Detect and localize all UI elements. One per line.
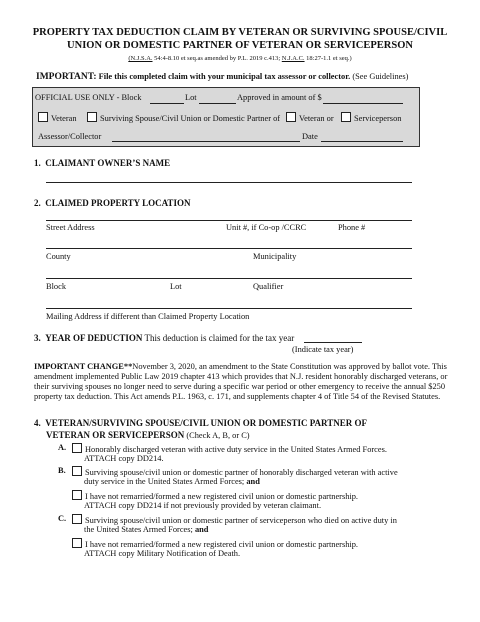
block-lot-qualifier-field[interactable] [46, 278, 412, 279]
option-b-label: B. [58, 466, 66, 475]
important-change-paragraph: IMPORTANT CHANGE**November 3, 2020, an amendment to the State Constitution was approved by ballot vote. This amendment implemented Public Law 2019 chapter 413 which provides that N.J. resident honorably discharged veterans, or their surviving spouses no longer need to serve during a specific war period or other emergency to receive the annual $250 property tax deduction. This Act amends P.L. 1963, c. 171, and supplements chapter 4 of Title 54 of the Revised Statutes. [34, 362, 448, 401]
option-a-text: Honorably discharged veteran with active duty service in the United States Armed Forces. [72, 443, 387, 455]
option-c-remarry-checkbox[interactable] [72, 538, 82, 548]
section2-heading: 2. CLAIMED PROPERTY LOCATION [34, 198, 191, 208]
form-title-line1: PROPERTY TAX DEDUCTION CLAIM BY VETERAN OR SURVIVING SPOUSE/CIVIL [32, 27, 448, 38]
county-label: County [46, 252, 71, 261]
official-surviving-checkbox[interactable] [87, 112, 97, 122]
official-approved-field[interactable] [323, 103, 403, 104]
mailing-address-field[interactable] [46, 308, 412, 309]
option-a-label: A. [58, 443, 67, 452]
street-address-field[interactable] [46, 220, 412, 221]
official-block-label: OFFICIAL USE ONLY - Block [35, 93, 142, 102]
official-lot-label: Lot [185, 93, 197, 102]
section1-heading: 1. CLAIMANT OWNER’S NAME [34, 158, 171, 168]
tax-year-hint: (Indicate tax year) [292, 345, 354, 354]
form-title-line2: UNION OR DOMESTIC PARTNER OF VETERAN OR SERVICEPERSON [67, 40, 413, 51]
qualifier-label: Qualifier [253, 282, 284, 291]
option-a-checkbox[interactable] [72, 443, 82, 453]
official-serviceperson-option: Serviceperson [341, 112, 401, 124]
option-c-label: C. [58, 514, 67, 523]
street-address-label: Street Address [46, 223, 95, 232]
claimant-name-field[interactable] [46, 182, 412, 183]
important-notice: IMPORTANT: File this completed claim with your municipal tax assessor or collector. (See Guidelines) [36, 72, 409, 82]
option-c-text2: the United States Armed Forces; and [84, 525, 209, 534]
section4-heading-line2: VETERAN OR SERVICEPERSON (Check A, B, or C) [46, 430, 250, 440]
lot-label: Lot [170, 282, 182, 291]
block-label: Block [46, 282, 67, 291]
option-b-checkbox[interactable] [72, 466, 82, 476]
option-c-text: Surviving spouse/civil union or domestic partner of serviceperson who died on active duty in [72, 514, 397, 526]
option-b-text2: duty service in the United States Armed Forces; and [84, 477, 260, 486]
official-veteran-or-option: Veteran or [286, 112, 334, 124]
official-serviceperson-checkbox[interactable] [341, 112, 351, 122]
official-type-row: Veteran [38, 112, 77, 124]
official-date-label: Date [302, 132, 318, 141]
county-municipality-field[interactable] [46, 248, 412, 249]
option-b-remarry: I have not remarried/formed a new registered civil union or domestic partnership. [72, 490, 358, 502]
section3-heading: 3. YEAR OF DEDUCTION This deduction is claimed for the tax year [34, 333, 295, 343]
official-lot-field[interactable] [199, 103, 236, 104]
official-assessor-field[interactable] [112, 141, 300, 142]
option-c-attach: ATTACH copy Military Notification of Death. [84, 549, 241, 558]
statute-citation: (N.J.S.A. 54:4-8.10 et seq.as amended by P.L. 2019 c.413; N.J.A.C. 18:27-1.1 et seq.) [128, 55, 352, 62]
official-date-field[interactable] [321, 141, 403, 142]
official-veteran-or-checkbox[interactable] [286, 112, 296, 122]
official-approved-label: Approved in amount of $ [237, 93, 322, 102]
mailing-address-label: Mailing Address if different than Claimed Property Location [46, 312, 250, 321]
option-c-checkbox[interactable] [72, 514, 82, 524]
option-b-text: Surviving spouse/civil union or domestic partner of honorably discharged veteran with active [72, 466, 398, 478]
option-a-attach: ATTACH copy DD214. [84, 454, 164, 463]
section4-heading-line1: 4. VETERAN/SURVIVING SPOUSE/CIVIL UNION OR DOMESTIC PARTNER OF [34, 418, 367, 428]
official-assessor-label: Assessor/Collector [38, 132, 102, 141]
tax-year-field[interactable] [304, 342, 362, 343]
municipality-label: Municipality [253, 252, 297, 261]
unit-label: Unit #, if Co-op /CCRC [226, 223, 307, 232]
option-b-attach: ATTACH copy DD214 if not previously provided by veteran claimant. [84, 501, 322, 510]
option-b-remarry-checkbox[interactable] [72, 490, 82, 500]
phone-label: Phone # [338, 223, 366, 232]
official-block-field[interactable] [150, 103, 184, 104]
official-surviving-option: Surviving Spouse/Civil Union or Domestic Partner of [87, 112, 280, 124]
official-veteran-checkbox[interactable] [38, 112, 48, 122]
option-c-remarry: I have not remarried/formed a new registered civil union or domestic partnership. [72, 538, 358, 550]
